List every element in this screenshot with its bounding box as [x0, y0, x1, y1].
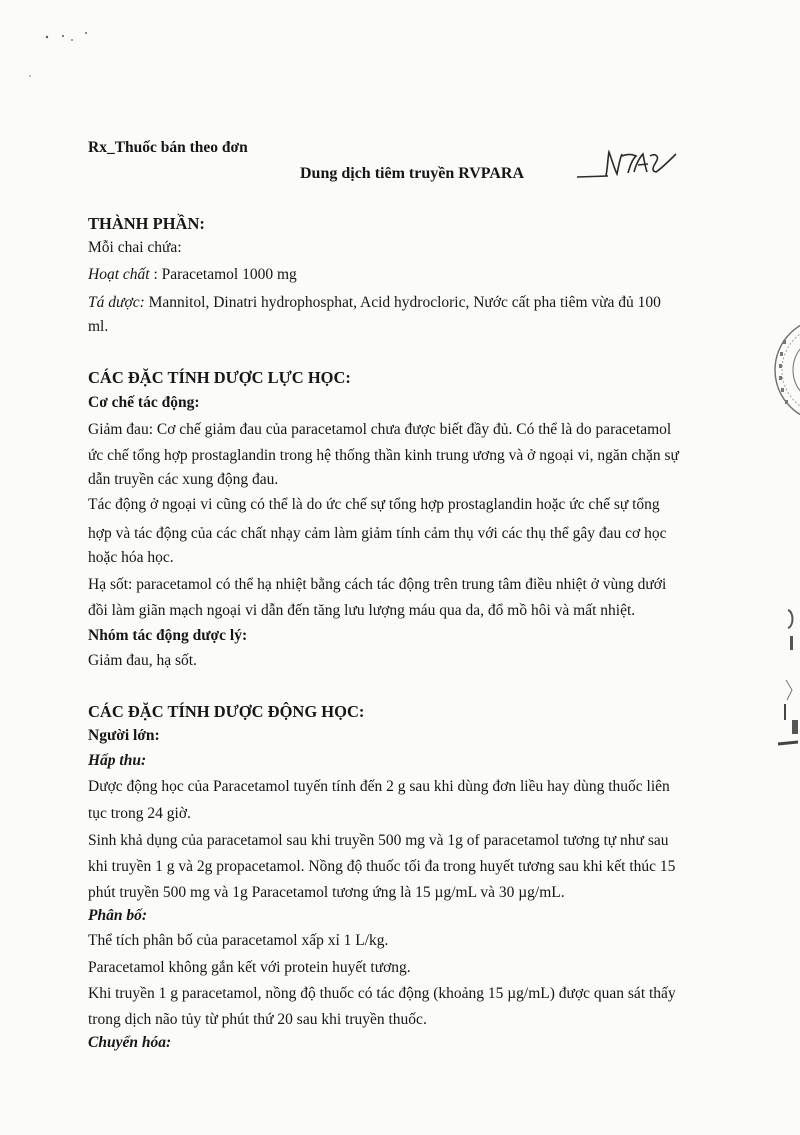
- excipient-line: [88, 293, 661, 313]
- edge-marks: [770, 600, 800, 760]
- paragraph-line: dẫn truyền các xung động đau.: [88, 471, 279, 488]
- excipient-value: Mannitol, Dinatri hydrophosphat, Acid hydrocloric, Nước cất pha tiêm vừa đủ 100: [144, 294, 661, 311]
- rx-label: Rx_Thuốc bán theo đơn: [88, 139, 248, 156]
- pharmacodynamics-heading: CÁC ĐẶC TÍNH DƯỢC LỰC HỌC:: [88, 368, 351, 387]
- paragraph-line: tục trong 24 giờ.: [88, 805, 191, 822]
- paragraph-line: Khi truyền 1 g paracetamol, nồng độ thuốc có tác động (khoảng 15 µg/mL) được quan sát thấy: [88, 985, 676, 1002]
- paragraph-line: Hạ sốt: paracetamol có thể hạ nhiệt bằng cách tác động trên trung tâm điều nhiệt ở vùng dưới: [88, 576, 667, 593]
- paragraph-line: khi truyền 1 g và 2g propacetamol. Nồng độ thuốc tối đa trong huyết tương sau khi kết thúc 15: [88, 858, 676, 875]
- distribution-heading: Phân bố:: [88, 907, 147, 924]
- absorption-heading: Hấp thu:: [88, 752, 147, 769]
- paragraph-line: hoặc hóa học.: [88, 549, 174, 566]
- active-value: : Paracetamol 1000 mg: [149, 266, 297, 283]
- paragraph-line: Thể tích phân bố của paracetamol xấp xỉ 1 L/kg.: [88, 932, 389, 949]
- adults-heading: Người lớn:: [88, 727, 160, 744]
- paragraph-line: phút truyền 500 mg và 1g Paracetamol tương ứng là 15 µg/mL và 30 µg/mL.: [88, 884, 565, 901]
- partial-stamp: [765, 310, 800, 430]
- scan-specks: [20, 20, 110, 80]
- paragraph-line: ức chế tổng hợp prostaglandin trong hệ thống thần kinh trung ương và ở ngoại vi, ngăn chặn sự: [88, 447, 679, 464]
- excipient-line-cont: ml.: [88, 318, 109, 335]
- group-heading: Nhóm tác động dược lý:: [88, 627, 248, 644]
- pharmacokinetics-heading: CÁC ĐẶC TÍNH DƯỢC ĐỘNG HỌC:: [88, 702, 365, 721]
- paragraph-line: Giảm đau: Cơ chế giảm đau của paracetamol chưa được biết đầy đủ. Có thể là do paracetamol: [88, 421, 672, 438]
- paragraph-line: Paracetamol không gắn kết với protein huyết tương.: [88, 959, 411, 976]
- active-label: Hoạt chất: [88, 266, 150, 283]
- metabolism-heading: Chuyển hóa:: [88, 1034, 172, 1051]
- group-value: Giảm đau, hạ sốt.: [88, 652, 197, 669]
- excipient-label: Tá dược:: [88, 294, 145, 311]
- per-bottle-line: Mỗi chai chứa:: [88, 239, 182, 256]
- paragraph-line: hợp và tác động của các chất nhạy cảm làm giảm tính cảm thụ với các thụ thể gây đau cơ học: [88, 525, 667, 542]
- paragraph-line: Tác động ở ngoại vi cũng có thể là do ức chế sự tổng hợp prostaglandin hoặc ức chế sự tổng: [88, 496, 660, 513]
- paragraph-line: Dược động học của Paracetamol tuyến tính đến 2 g sau khi dùng đơn liều hay dùng thuốc liên: [88, 778, 670, 795]
- handwritten-signature: [572, 146, 682, 186]
- paragraph-line: Sinh khả dụng của paracetamol sau khi truyền 500 mg và 1g of paracetamol tương tự như sau: [88, 832, 669, 849]
- product-title: Dung dịch tiêm truyền RVPARA: [300, 165, 525, 182]
- paragraph-line: đồi làm giãn mạch ngoại vi dẫn đến tăng lưu lượng máu qua da, đổ mồ hôi và mất nhiệt.: [88, 602, 636, 619]
- active-ingredient-line: [88, 265, 297, 285]
- paragraph-line: trong dịch não tủy từ phút thứ 20 sau khi truyền thuốc.: [88, 1011, 427, 1028]
- mechanism-heading: Cơ chế tác động:: [88, 394, 200, 411]
- composition-heading: THÀNH PHẦN:: [88, 214, 205, 233]
